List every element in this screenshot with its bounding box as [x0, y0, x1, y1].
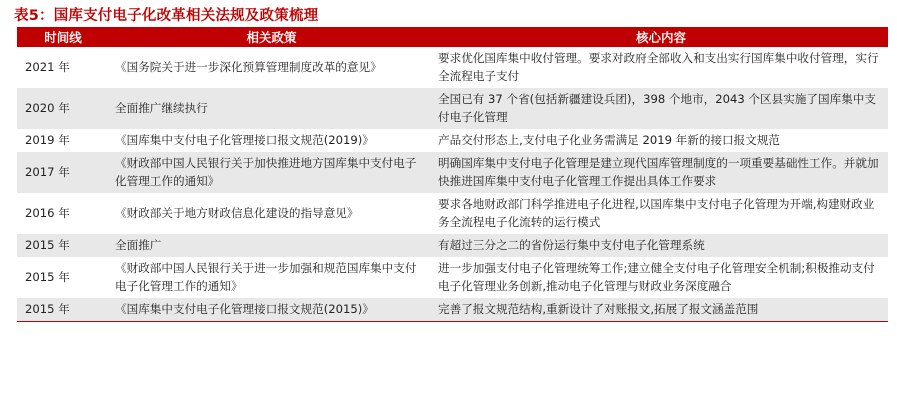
table-header-row [17, 27, 888, 47]
table-row [17, 152, 888, 193]
cell-year: 2015 年 [17, 257, 109, 298]
header-policy: 相关政策 [109, 27, 434, 47]
cell-year: 2016 年 [17, 193, 109, 234]
policy-table [17, 27, 888, 322]
table-row [17, 193, 888, 234]
cell-year: 2015 年 [17, 234, 109, 257]
cell-policy: 全面推广继续执行 [109, 88, 434, 129]
table-row [17, 47, 888, 88]
table-row [17, 298, 888, 322]
cell-content: 要求各地财政部门科学推进电子化进程,以国库集中支付电子化管理为开端,构建财政业务全流程电子化流转的运行模式 [434, 193, 888, 234]
cell-policy: 《国库集中支付电子化管理接口报文规范(2015)》 [109, 298, 434, 322]
cell-policy: 《国库集中支付电子化管理接口报文规范(2019)》 [109, 129, 434, 152]
cell-content: 全国已有 37 个省(包括新疆建设兵团)，398 个地市，2043 个区县实施了国库集中支付电子化管理 [434, 88, 888, 129]
cell-policy: 《国务院关于进一步深化预算管理制度改革的意见》 [109, 47, 434, 88]
cell-content: 产品交付形态上,支付电子化业务需满足 2019 年新的接口报文规范 [434, 129, 888, 152]
table-row [17, 129, 888, 152]
cell-policy: 《财政部关于地方财政信息化建设的指导意见》 [109, 193, 434, 234]
cell-year: 2019 年 [17, 129, 109, 152]
cell-policy: 《财政部中国人民银行关于加快推进地方国库集中支付电子化管理工作的通知》 [109, 152, 434, 193]
cell-content: 完善了报文规范结构,重新设计了对账报文,拓展了报文涵盖范围 [434, 298, 888, 322]
cell-policy: 《财政部中国人民银行关于进一步加强和规范国库集中支付电子化管理工作的通知》 [109, 257, 434, 298]
table-row [17, 88, 888, 129]
cell-content: 要求优化国库集中收付管理。要求对政府全部收入和支出实行国库集中收付管理，实行全流程电子支付 [434, 47, 888, 88]
table-title: 表5：国库支付电子化改革相关法规及政策梳理 [14, 8, 319, 24]
header-content: 核心内容 [434, 27, 888, 47]
cell-year: 2015 年 [17, 298, 109, 322]
cell-year: 2017 年 [17, 152, 109, 193]
table-row [17, 234, 888, 257]
header-year: 时间线 [17, 27, 109, 47]
cell-policy: 全面推广 [109, 234, 434, 257]
table-row [17, 257, 888, 298]
cell-content: 有超过三分之二的省份运行集中支付电子化管理系统 [434, 234, 888, 257]
cell-content: 明确国库集中支付电子化管理是建立现代国库管理制度的一项重要基础性工作。并就加快推进国库集中支付电子化管理工作提出具体工作要求 [434, 152, 888, 193]
cell-content: 进一步加强支付电子化管理统筹工作;建立健全支付电子化管理安全机制;积极推动支付电子化管理业务创新,推动电子化管理与财政业务深度融合 [434, 257, 888, 298]
cell-year: 2020 年 [17, 88, 109, 129]
cell-year: 2021 年 [17, 47, 109, 88]
